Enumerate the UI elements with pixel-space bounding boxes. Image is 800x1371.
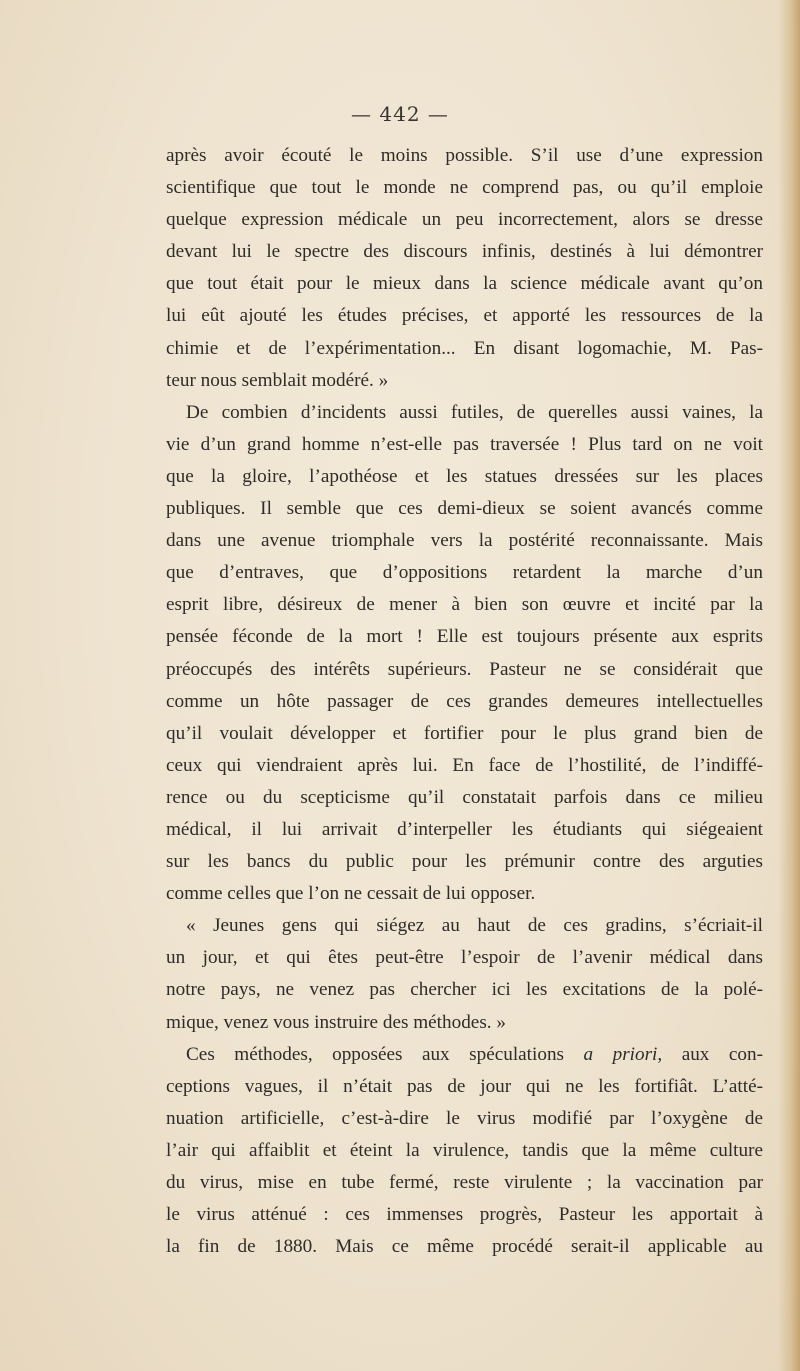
text-line: publiques. Il semble que ces demi-dieux se soient avancés comme [166,498,763,520]
text-line: que tout était pour le mieux dans la science médicale avant qu’on [166,273,763,295]
text-line: rence ou du scepticisme qu’il constatait parfois dans ce milieu [166,786,763,808]
text-line: notre pays, ne venez pas chercher ici les excitations de la polé- [166,979,763,1001]
text-line: scientifique que tout le monde ne comprend pas, ou qu’il emploie [166,177,763,199]
text-line: teur nous semblait modéré. » [166,369,389,391]
text-line: que d’entraves, que d’oppositions retardent la marche d’un [166,562,763,584]
text-line: quelque expression médicale un peu incorrectement, alors se dresse [166,209,763,231]
text-line: dans une avenue triomphale vers la postérité reconnaissante. Mais [166,530,763,552]
text-line: ceptions vagues, il n’était pas de jour qui ne les fortifiât. L’atté- [166,1075,763,1097]
text-line: mique, venez vous instruire des méthodes. » [166,1011,506,1033]
text-line: le virus atténué : ces immenses progrès, Pasteur les apportait à [166,1204,763,1226]
text-line: vie d’un grand homme n’est-elle pas traversée ! Plus tard on ne voit [166,433,763,455]
paragraph-start-line: De combien d’incidents aussi futiles, de querelles aussi vaines, la [186,401,763,423]
text-line: pensée féconde de la mort ! Elle est toujours présente aux esprits [166,626,763,648]
page-number: — 442 — [351,102,449,126]
text-line: un jour, et qui êtes peut-être l’espoir de l’avenir médical dans [166,947,763,969]
text-line: ceux qui viendraient après lui. En face de l’hostilité, de l’indiffé- [166,754,763,776]
text-line: lui eût ajouté les études précises, et apporté les ressources de la [166,305,763,327]
text-line: esprit libre, désireux de mener à bien son œuvre et incité par la [166,594,763,616]
italic-term: a priori [583,1043,658,1065]
text-line: médical, il lui arrivait d’interpeller les étudiants qui siégeaient [166,818,763,840]
page-edge-shadow [778,0,800,1371]
text-line: comme un hôte passager de ces grandes demeures intellectuelles [166,690,763,712]
body-text [166,140,763,1263]
text-line: qu’il voulait développer et fortifier pour le plus grand bien de [166,722,763,744]
text-line: l’air qui affaiblit et éteint la virulence, tandis que la même culture [166,1139,763,1161]
text-line: du virus, mise en tube fermé, reste virulente ; la vaccination par [166,1172,763,1193]
text-line: préoccupés des intérêts supérieurs. Pasteur ne se considérait que [166,658,763,680]
text-line: que la gloire, l’apothéose et les statues dressées sur les places [166,465,763,487]
text-line: la fin de 1880. Mais ce même procédé serait-il applicable au [166,1236,763,1258]
text-line: sur les bancs du public pour les prémunir contre des arguties [166,851,763,873]
text-line: chimie et de l’expérimentation... En disant logomachie, M. Pas- [166,337,763,359]
text-line: devant lui le spectre des discours infinis, destinés à lui démontrer [166,241,763,263]
text-line: après avoir écouté le moins possible. S’il use d’une expression [166,145,763,166]
text-line: comme celles que l’on ne cessait de lui opposer. [166,883,536,905]
line-segment: , aux con- [657,1043,763,1065]
text-line: nuation artificielle, c’est-à-dire le virus modifié par l’oxygène de [166,1107,763,1129]
line-segment: Ces méthodes, opposées aux spéculations [186,1043,584,1065]
paragraph-start-line [166,1039,763,1071]
paragraph-start-line: « Jeunes gens qui siégez au haut de ces gradins, s’écriait-il [186,915,763,937]
